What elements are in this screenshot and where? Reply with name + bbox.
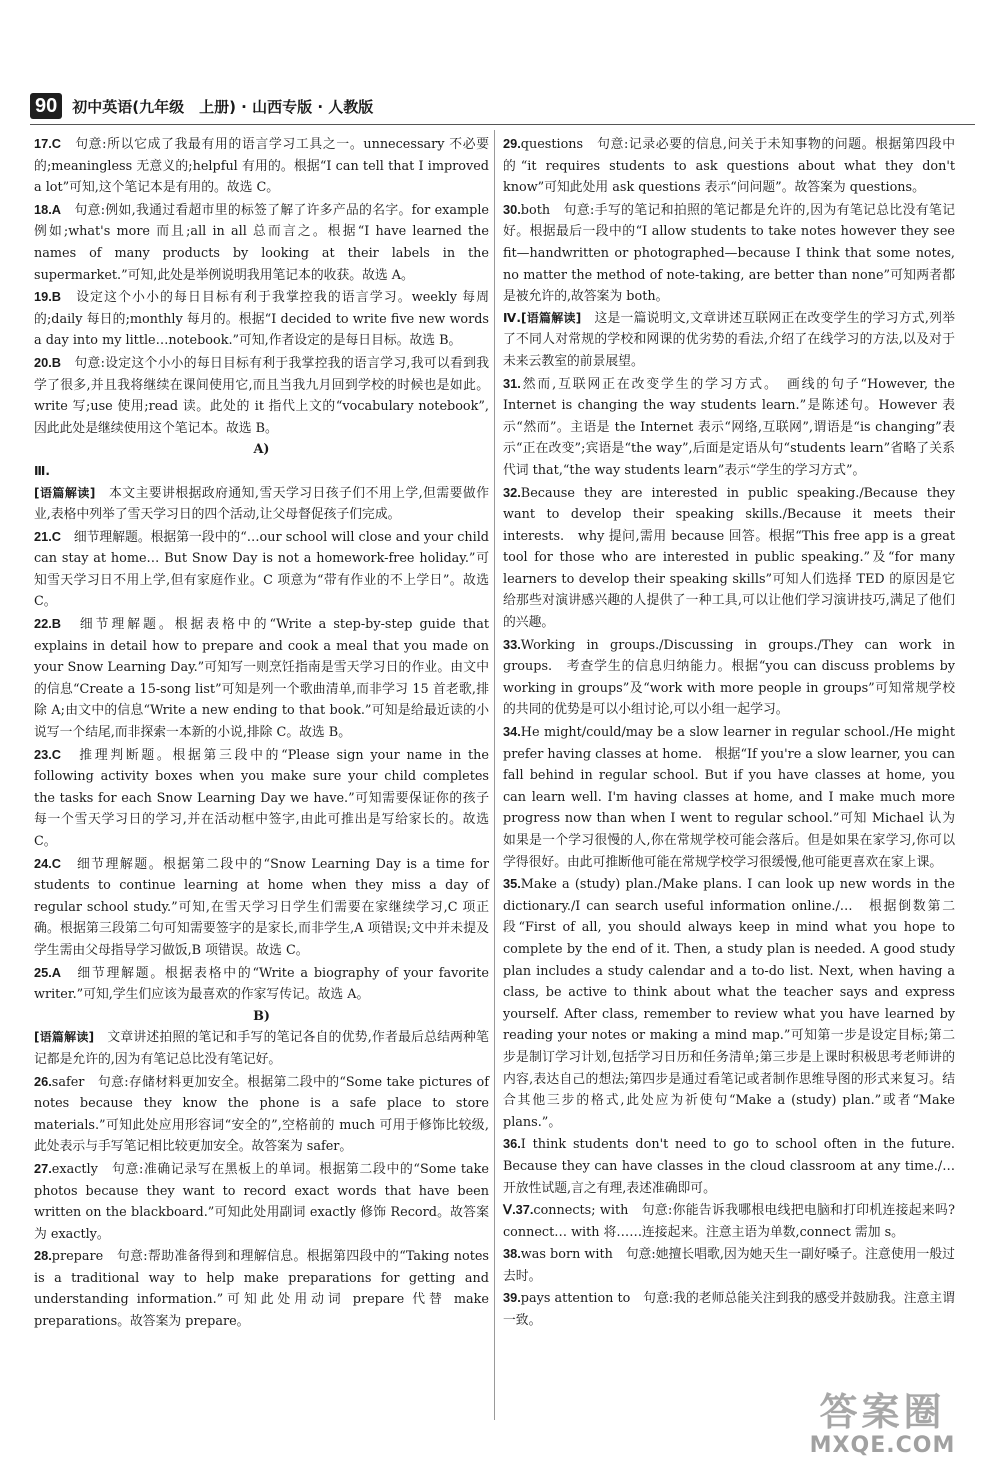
book-title: 初中英语(九年级 上册) · 山西专版 · 人教版 xyxy=(72,97,374,116)
answer-item xyxy=(503,873,955,1133)
watermark-url: MXQE.COM xyxy=(809,1433,956,1458)
answer-item xyxy=(503,1199,955,1243)
answer-value: connects; with xyxy=(533,1203,629,1219)
explanation-text: 句意:记录必要的信息,问关于未知事物的问题。根据第四段中的“it requires students to ask questions about what they don't know”可知此处用 ask questions 表示“问问题”。故答案为 questions。 xyxy=(503,137,955,196)
passage-label: Ⅳ.[语篇解读] xyxy=(503,310,582,325)
answer-item xyxy=(34,744,489,853)
question-number: 30. xyxy=(503,201,521,217)
explanation-text: 设定这个小小的每日目标有利于我掌控我的语言学习。weekly 每周的;daily 每日的;monthly 每月的。根据“I decided to write five new words a day into my little…notebook.”可知,作者设定的是每日目标。故选 B。 xyxy=(34,290,489,349)
question-number: 32. xyxy=(503,484,521,500)
answer-value: was born with xyxy=(520,1247,613,1263)
question-number: 33. xyxy=(503,636,521,652)
answer-item xyxy=(503,721,955,873)
answer-item xyxy=(34,352,489,439)
right-column xyxy=(503,133,968,1332)
question-number: 35. xyxy=(503,876,521,892)
explanation-text: 这是一篇说明文,文章讲述互联网正在改变学生的学习方式,列举了不同人对常规的学校和网课的优劣势的看法,介绍了在线学习的方法,以及对于未来云教室的前景展望。 xyxy=(503,310,955,369)
page-header xyxy=(30,90,970,122)
explanation-text: 细节理解题。根据第二段中的“Snow Learning Day is a time for students to continue learning at home when they miss a day of regular school study.”可知,在雪天学习日学生们需要在家继续学习,C 项正确。根据第三段第二句可知需要签字的是家长,而非学生,A 项错误;文中并未提及学生需由父母指导学习做饭,B 项错误。故选 C。 xyxy=(34,856,489,958)
header-rule xyxy=(30,124,975,125)
question-number: 23.C xyxy=(34,746,62,762)
question-number: 20.B xyxy=(34,354,62,370)
answer-item xyxy=(34,286,489,352)
explanation-text: Working in groups./Discussing in groups./They can work in groups. 考查学生的信息归纳能力。根据“you can discuss problems by working in groups”及“work with more people in groups”可知常规学校的共同的优势是可以小组讨论,可以小组一起学习。 xyxy=(503,637,955,718)
answer-value: exactly xyxy=(51,1161,98,1177)
answer-item xyxy=(34,1158,489,1245)
answer-item xyxy=(34,133,489,199)
question-number: 38. xyxy=(503,1246,521,1262)
explanation-text: 句意:所以它成了我最有用的语言学习工具之一。unnecessary 不必要的;meaningless 无意义的;helpful 有用的。根据“I can tell that I improved a lot”可知,这个笔记本是有用的。故选 C。 xyxy=(34,137,489,196)
answer-item xyxy=(34,461,489,526)
explanation-text: 细节理解题。根据表格中的“Write a biography of your favorite writer.”可知,学生们应该为最喜欢的作家写传记。故选 A。 xyxy=(34,965,489,1003)
answer-item xyxy=(34,199,489,286)
explanation-text: Make a (study) plan./Make plans. I can look up new words in the dictionary./I can search useful information online./… 根据倒数第二段“First of all, you should always keep in mind what you hope to complete by the end of it. Then, a study plan is needed. A good study plan includes a study calendar and a to-do list. Next, when having a class, be active to think about what the teacher says and express yourself. After class, remember to review what you have learned by reading your notes or making a mind map.”可知第一步是设定目标;第二步是制订学习计划,包括学习日历和任务清单;第三步是上课时积极思考老师讲的内容,表达自己的想法;第四步是通过看笔记或者制作思维导图的形式来复习。结合其他三步的格式,此处应为祈使句“Make a (study) plan.”或者“Make plans.”。 xyxy=(503,877,955,1130)
explanation-text: I think students don't need to go to school often in the future. Because they can have classes in the cloud classroom at any time./… 开放性试题,言之有理,表述准确即可。 xyxy=(503,1137,968,1196)
answer-item xyxy=(503,1287,955,1331)
question-number: 17.C xyxy=(34,136,62,151)
passage-label: [语篇解读] xyxy=(34,1030,95,1045)
question-number: 18.A xyxy=(34,201,62,217)
question-number: Ⅴ.37. xyxy=(503,1202,534,1218)
question-number: 22.B xyxy=(34,616,62,632)
explanation-text: 句意:她擅长唱歌,因为她天生一副好嗓子。注意使用一般过去时。 xyxy=(503,1247,955,1284)
answer-item xyxy=(503,373,955,482)
answer-item xyxy=(503,1243,955,1287)
question-number: 24.C xyxy=(34,855,62,871)
passage-label: Ⅲ. [语篇解读] xyxy=(34,463,96,500)
answer-item xyxy=(34,1245,489,1332)
explanation-text: 句意:例如,我通过看超市里的标签了解了许多产品的名字。for example 例如;what's more 而且;all in all 总而言之。根据“I have learned the names of many products by looking at their labels in the supermarket.”可知,此处是举例说明我用笔记本的收获。故选 A。 xyxy=(34,202,489,283)
explanation-text: 细节理解题。根据第一段中的“…our school will close and your child can stay at home… But Snow Day is not a homework-free holiday.”可知雪天学习日不用上学,但有家庭作业。C 项意为“带有作业的不上学日”。故选 C。 xyxy=(34,529,489,610)
explanation-text: He might/could/may be a slow learner in regular school./He might prefer having classes at home. 根据“If you're a slow learner, you can fall behind in regular school. But if you have classes at home, you can learn well. I'm having classes at home, and I make much more progress now than when I went to regular school.”可知 Michael 认为如果是一个学习很慢的人,你在常规学校可能会落后。但是如果在家学习,你可以学得很好。由此可推断他可能在常规学校学习很缓慢,他可能更喜欢在家上课。 xyxy=(503,725,955,870)
section-heading: B) xyxy=(253,1008,270,1024)
watermark-logo: 答案圈 xyxy=(819,1390,946,1434)
answer-item xyxy=(34,526,489,613)
explanation-text: 句意:你能告诉我哪根电线把电脑和打印机连接起来吗? connect… with 将……连接起来。注意主语为单数,connect 需加 s。 xyxy=(503,1203,955,1240)
question-number: 34. xyxy=(503,724,521,740)
explanation-text: 文章讲述拍照的笔记和手写的笔记各自的优势,作者最后总结两种笔记都是允许的,因为有笔记总比没有笔记好。 xyxy=(34,1030,489,1067)
question-number: 39. xyxy=(503,1290,521,1306)
question-number: 21.C xyxy=(34,528,62,544)
explanation-text: 然而,互联网正在改变学生的学习方式。 画线的句子“However, the Internet is changing the way students learn.”是陈述句。However 表示“然而”。主语是 the Internet 表示“网络,互联网”,谓语是“is changing”表示“正在改变”;宾语是“the way”,后面是定语从句“students learn”省略了关系代词 that,“the way students learn”表示“学生的学习方式”。 xyxy=(503,376,955,478)
question-number: 26. xyxy=(34,1073,52,1089)
answer-item xyxy=(34,613,489,744)
answer-item xyxy=(503,308,955,373)
explanation-text: 句意:帮助准备得到和理解信息。根据第四段中的“Taking notes is a traditional way to help make preparations for getting and understanding information.”可知此处用动词 prepare 代替 make preparations。故答案为 prepare。 xyxy=(34,1249,489,1330)
answer-item xyxy=(34,1027,489,1070)
explanation-text: 句意:设定这个小小的每日目标有利于我掌控我的语言学习,我可以看到我学了很多,并且我将继续在课间使用它,而且当我九月回到学校的时候也是如此。write 写;use 使用;read 读。此处的 it 指代上文的“vocabulary notebook”,因此此处是继续使用这个笔记本。故选 B。 xyxy=(34,355,489,436)
answer-value: both xyxy=(520,202,551,218)
question-number: 25.A xyxy=(34,964,62,980)
answer-value: questions xyxy=(520,137,584,152)
answer-item xyxy=(34,962,489,1006)
explanation-text: 句意:我的老师总能关注到我的感受并鼓励我。注意主谓一致。 xyxy=(503,1291,955,1329)
answer-item xyxy=(503,199,955,308)
question-number: 27. xyxy=(34,1160,52,1176)
question-number: 36. xyxy=(503,1136,521,1152)
question-number: 28. xyxy=(34,1248,52,1264)
section-heading: A) xyxy=(253,442,270,458)
question-number: 31. xyxy=(503,375,521,391)
question-number: 19.B xyxy=(34,289,62,305)
answer-value: prepare xyxy=(51,1249,104,1265)
answer-value: pays attention to xyxy=(520,1291,631,1307)
explanation-text: 句意:准确记录写在黑板上的单词。根据第二段中的“Some take photos because they want to record exact words that have been written on the blackboard.”可知此处用副词 exactly 修饰 Record。故答案为 exactly。 xyxy=(34,1161,489,1242)
column-divider xyxy=(494,130,495,1420)
answer-value: safer xyxy=(51,1074,85,1090)
answer-item xyxy=(503,634,955,721)
answer-item xyxy=(503,1133,968,1199)
answer-item xyxy=(503,482,955,634)
page-number: 90 xyxy=(30,93,62,119)
explanation-text: Because they are interested in public speaking./Because they want to develop their speaking skills./Because it meets their interests. why 提问,需用 because 回答。根据“This free app is a great tool for those who are interested in public speaking.”及“for many learners to develop their speaking skills”可知人们选择 TED 的原因是它给那些对演讲感兴趣的人提供了一种工具,可以让他们学习演讲技巧,满足了他们的兴趣。 xyxy=(503,485,955,631)
explanation-text: 本文主要讲根据政府通知,雪天学习日孩子们不用上学,但需要做作业,表格中列举了雪天学习日的四个活动,让父母督促孩子们完成。 xyxy=(34,485,489,523)
question-number: 29. xyxy=(503,136,521,151)
answer-item xyxy=(34,853,489,962)
answer-item xyxy=(503,133,955,199)
explanation-text: 细节理解题。根据表格中的“Write a step-by-step guide that explains in detail how to prepare and cook a meal that you made on your Snow Learning Day.”可知写一则烹饪指南是雪天学习日的作业。由文中的信息“Create a 15-song list”可知是列一个歌曲清单,而非学习 15 首老歌,排除 A;由文中的信息“Write a new ending to that book.”可知是给最近读的小说写一个结尾,而非探索一本新的小说,排除 C。故选 B。 xyxy=(34,617,489,741)
left-column xyxy=(34,133,489,1333)
explanation-text: 推理判断题。根据第三段中的“Please sign your name in the following activity boxes when you make sure your child completes the tasks for each Snow Learning Day we have.”可知需要保证你的孩子每一个雪天学习日的学习,并在活动框中签字,由此可推出是写给家长的。故选 C。 xyxy=(34,747,489,849)
explanation-text: 句意:手写的笔记和拍照的笔记都是允许的,因为有笔记总比没有笔记好。根据最后一段中的“I allow students to take notes however they see fit—handwritten or photographed—because I think that some notes, no matter the method of note-taking, are better than none”可知两者都是被允许的,故答案为 both。 xyxy=(503,202,955,305)
answer-item xyxy=(34,1071,489,1158)
explanation-text: 句意:存储材料更加安全。根据第二段中的“Some take pictures of notes because they know the phone is a safe place to store materials.”可知此处应用形容词“安全的”,空格前的 much 可用于修饰比较级,此处表示与手写笔记相比较更加安全。故答案为 safer。 xyxy=(34,1074,489,1155)
watermark xyxy=(795,1391,970,1461)
